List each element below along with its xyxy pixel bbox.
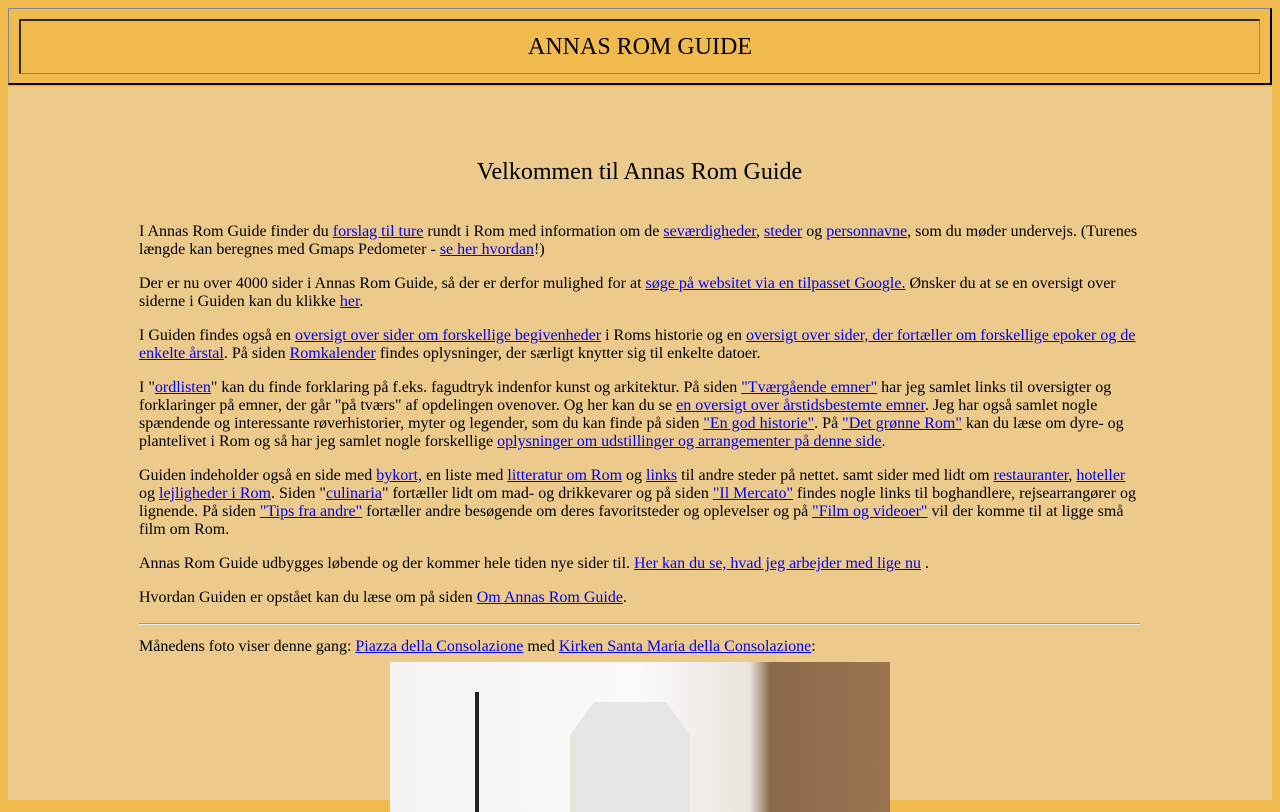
text-segment: I ": [139, 379, 155, 396]
text-segment: Annas Rom Guide udbygges løbende og der kommer hele tiden nye sider til.: [139, 555, 635, 572]
text-segment: i Roms historie og en: [601, 327, 746, 344]
text-segment: Månedens foto viser denne gang:: [139, 638, 356, 655]
text-link[interactable]: steder: [764, 223, 803, 240]
text-link[interactable]: Kirken Santa Maria della Consolazione: [558, 638, 812, 655]
text-segment: I Annas Rom Guide finder du: [139, 223, 333, 240]
text-link[interactable]: personnavne: [826, 223, 908, 240]
text-segment: . På: [814, 415, 843, 432]
text-segment: og: [139, 485, 159, 502]
text-segment: med: [523, 638, 559, 655]
text-segment: . Jeg har også samlet nogle spændende og interessante røverhistorier, myter og legender, som du kan finde på siden: [139, 397, 1098, 432]
text-segment: fortæller andre besøgende om deres favoritsteder og oplevelser og på: [362, 503, 813, 520]
text-segment: , som du møder undervejs. (Turenes længde kan beregnes med Gmaps Pedometer -: [139, 223, 1138, 258]
text-segment: . Siden ": [270, 485, 326, 502]
paragraph: [139, 223, 1140, 259]
text-segment: " kan du finde forklaring på f.eks. fagudtryk indenfor kunst og arkitektur. På siden: [210, 379, 742, 396]
paragraph: [139, 555, 1140, 573]
text-segment: vil der komme til at ligge små film om Rom.: [139, 503, 1124, 538]
text-segment: og: [622, 467, 647, 484]
text-segment: !): [534, 241, 545, 258]
text-link[interactable]: her: [339, 293, 360, 310]
text-link[interactable]: lejligheder i Rom: [159, 485, 271, 502]
divider: [139, 623, 1140, 625]
text-link[interactable]: Om Annas Rom Guide: [476, 589, 623, 606]
page-title: Velkommen til Annas Rom Guide: [476, 159, 803, 185]
text-link[interactable]: links: [646, 467, 678, 484]
text-segment: ,: [1068, 467, 1077, 484]
text-link[interactable]: forslag til ture: [332, 223, 424, 240]
text-link[interactable]: se her hvordan: [439, 241, 534, 258]
text-link[interactable]: "Il Mercato": [712, 485, 793, 502]
text-link[interactable]: litteratur om Rom: [507, 467, 623, 484]
text-segment: rundt i Rom med information om de: [423, 223, 664, 240]
photo-caption: [139, 638, 1140, 656]
text-segment: findes oplysninger, der særligt knytter sig til enkelte datoer.: [375, 345, 761, 362]
text-link[interactable]: "Tips fra andre": [259, 503, 363, 520]
text-segment: kan du læse om dyre- og plantelivet i Rom og så har jeg samlet nogle forskellige: [139, 415, 1124, 450]
paragraph: [139, 379, 1140, 451]
text-segment: findes nogle links til boghandlere, rejsearrangører og lignende. På siden: [139, 485, 1136, 520]
text-link[interactable]: hoteller: [1076, 467, 1126, 484]
text-segment: har jeg samlet links til oversigter og forklaringer på emner, der går "på tværs" af opdelingen ovenover. Og her kan du se: [139, 379, 1112, 414]
text-segment: ,: [756, 223, 765, 240]
street-lamp: [475, 692, 479, 812]
text-link[interactable]: en oversigt over årstidsbestemte emner: [676, 397, 925, 414]
text-segment: til andre steder på nettet. samt sider med lidt om: [677, 467, 994, 484]
text-link[interactable]: oversigt over sider om forskellige begivenheder: [294, 327, 602, 344]
church-facade: [570, 702, 690, 812]
paragraph: [139, 467, 1140, 539]
text-segment: .: [622, 589, 627, 606]
text-link[interactable]: Her kan du se, hvad jeg arbejder med lige nu: [634, 555, 922, 572]
text-segment: .: [921, 555, 930, 572]
text-link[interactable]: bykort,: [376, 467, 423, 484]
text-segment: Guiden indeholder også en side med: [139, 467, 377, 484]
intro-text: [139, 223, 1140, 607]
text-segment: :: [811, 638, 816, 655]
text-link[interactable]: "Tværgående emner": [741, 379, 878, 396]
text-segment: . På siden: [223, 345, 290, 362]
text-link[interactable]: oversigt over sider, der fortæller om forskellige epoker og de enkelte årstal: [139, 327, 1136, 362]
text-link[interactable]: culinaria: [325, 485, 382, 502]
main-column: [139, 87, 1140, 812]
text-link[interactable]: ordlisten: [154, 379, 211, 396]
text-link[interactable]: "Det grønne Rom": [842, 415, 962, 432]
month-photo: [390, 662, 890, 812]
text-link[interactable]: søge på websitet via en tilpasset Google.: [645, 275, 906, 292]
text-link[interactable]: Piazza della Consolazione: [355, 638, 524, 655]
text-link[interactable]: oplysninger om udstillinger og arrangementer på denne side: [497, 433, 882, 450]
header-frame: [8, 8, 1272, 85]
text-segment: " fortæller lidt om mad- og drikkevarer og på siden: [381, 485, 713, 502]
text-segment: en liste med: [422, 467, 508, 484]
text-segment: og: [802, 223, 827, 240]
text-link[interactable]: "En god historie": [703, 415, 815, 432]
paragraph: [139, 275, 1140, 311]
text-segment: I Guiden findes også en: [139, 327, 295, 344]
text-link[interactable]: Romkalender: [289, 345, 376, 362]
text-link[interactable]: seværdigheder: [663, 223, 757, 240]
text-link[interactable]: "Film og videoer": [812, 503, 928, 520]
text-segment: Hvordan Guiden er opstået kan du læse om på siden: [139, 589, 477, 606]
text-segment: Der er nu over 4000 sider i Annas Rom Guide, så der er derfor mulighed for at: [139, 275, 646, 292]
text-segment: .: [359, 293, 364, 310]
content-area: [8, 87, 1272, 800]
text-segment: Ønsker du at se en oversigt over siderne i Guiden kan du klikke: [139, 275, 1116, 310]
text-segment: .: [881, 433, 886, 450]
paragraph: [139, 589, 1140, 607]
paragraph: [139, 327, 1140, 363]
site-title: ANNAS ROM GUIDE: [19, 19, 1260, 74]
text-link[interactable]: restauranter: [993, 467, 1069, 484]
